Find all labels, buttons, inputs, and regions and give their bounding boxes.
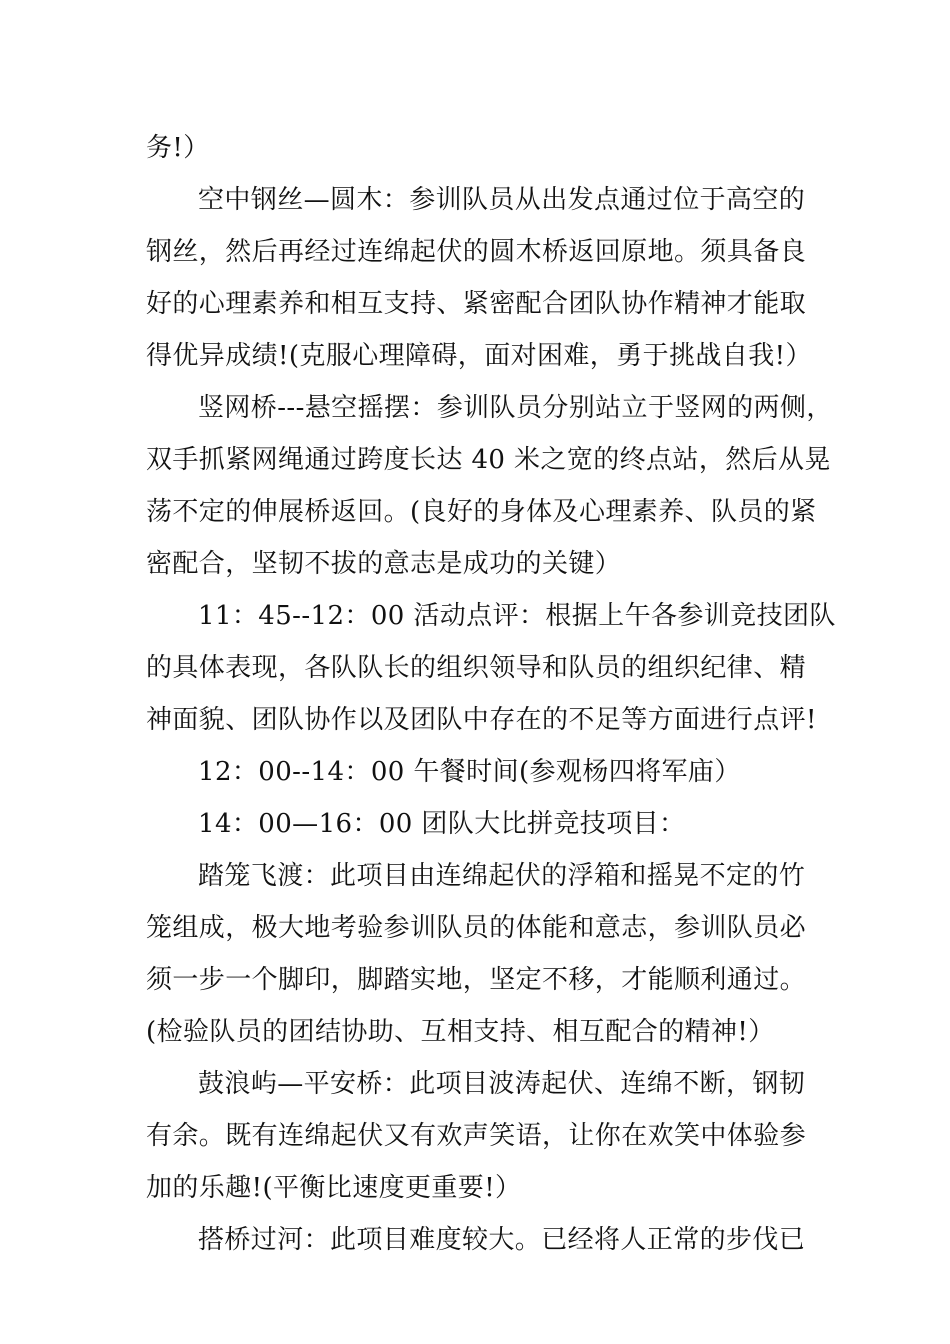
text-line: 鼓浪屿—平安桥：此项目波涛起伏、连绵不断，钢韧 (198, 1069, 806, 1099)
text-line: 空中钢丝—圆木：参训队员从出发点通过位于高空的 (198, 185, 806, 215)
text-line: 荡不定的伸展桥返回。(良好的身体及心理素养、队员的紧 (146, 497, 817, 527)
text-line: 须一步一个脚印，脚踏实地，坚定不移，才能顺利通过。 (146, 965, 807, 995)
document-page (146, 122, 836, 1266)
text-line: 的具体表现，各队队长的组织领导和队员的组织纪律、精 (146, 653, 807, 683)
text-line: 双手抓紧网绳通过跨度长达 40 米之宽的终点站，然后从晃 (146, 445, 831, 475)
text-line: 密配合，坚韧不拔的意志是成功的关键） (146, 549, 622, 579)
text-line: (检验队员的团结协助、互相支持、相互配合的精神!） (146, 1017, 775, 1047)
text-line: 得优异成绩!(克服心理障碍，面对困难，勇于挑战自我!） (146, 341, 812, 371)
text-line: 笼组成，极大地考验参训队员的体能和意志，参训队员必 (146, 913, 807, 943)
text-line: 踏笼飞渡：此项目由连绵起伏的浮箱和摇晃不定的竹 (198, 861, 806, 891)
text-line: 加的乐趣!(平衡比速度更重要!） (146, 1173, 522, 1203)
text-line: 好的心理素养和相互支持、紧密配合团队协作精神才能取 (146, 289, 807, 319)
text-line: 竖网桥---悬空摇摆：参训队员分别站立于竖网的两侧， (198, 393, 833, 423)
text-line: 12：00--14：00 午餐时间(参观杨四将军庙） (198, 757, 741, 787)
text-line: 务!） (146, 133, 210, 163)
text-line: 有余。既有连绵起伏又有欢声笑语，让你在欢笑中体验参 (146, 1121, 807, 1151)
text-line: 神面貌、团队协作以及团队中存在的不足等方面进行点评! (146, 705, 817, 735)
text-line: 搭桥过河：此项目难度较大。已经将人正常的步伐已 (198, 1225, 806, 1255)
text-line: 钢丝，然后再经过连绵起伏的圆木桥返回原地。须具备良 (146, 237, 807, 267)
text-line: 14：00—16：00 团队大比拼竞技项目： (198, 809, 686, 839)
text-line: 11：45--12：00 活动点评：根据上午各参训竞技团队 (198, 601, 836, 631)
